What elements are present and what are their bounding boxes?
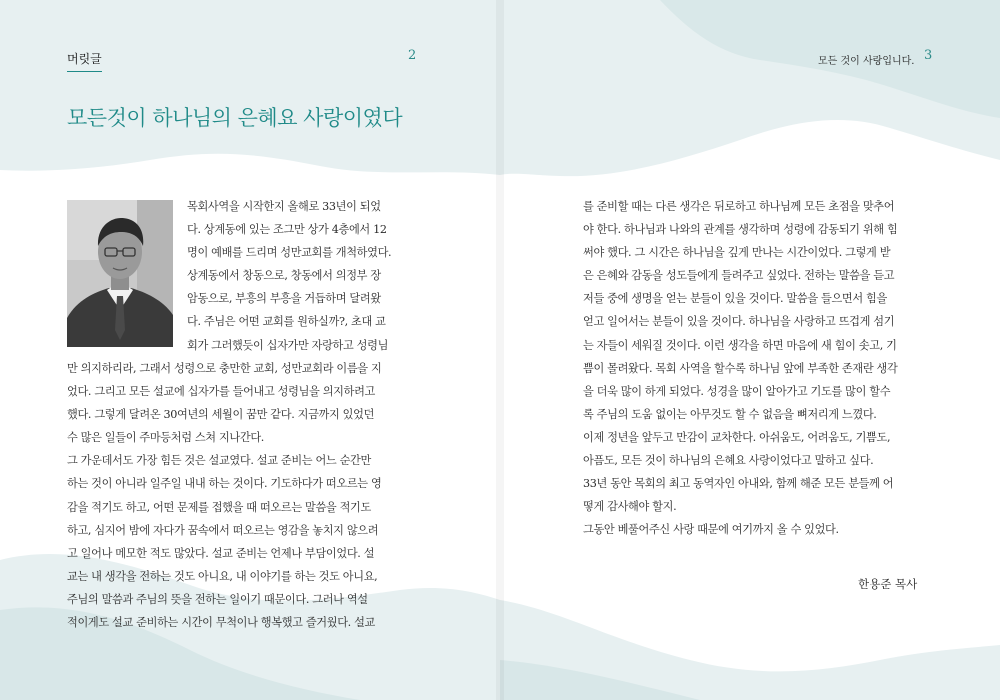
text-line: 이제 정년을 앞두고 만감이 교차한다. 아쉬움도, 어려움도, 기쁨도, xyxy=(583,430,891,444)
text-line: 써야 했다. 그 시간은 하나님을 깊게 만나는 시간이었다. 그렇게 받 xyxy=(583,246,891,260)
text-line: 록 주님의 도움 없이는 아무것도 할 수 없음을 뼈저리게 느꼈다. xyxy=(583,407,877,421)
intro-text-wrapped xyxy=(187,195,420,357)
author-photo xyxy=(67,200,173,347)
intro-text-full xyxy=(67,357,420,634)
text-line: 감을 적기도 하고, 어떤 문제를 접했을 때 떠오르는 말씀을 적기도 xyxy=(67,500,371,514)
text-line: 만 의지하리라, 그래서 성령으로 충만한 교회, 성만교회라 이름을 지 xyxy=(67,362,382,375)
text-line: 교는 내 생각을 전하는 것도 아니요, 내 이야기를 하는 것도 아니요, xyxy=(67,569,378,583)
text-line: 얻고 일어서는 분들이 있을 것이다. 하나님을 사랑하고 뜨겁게 섬기 xyxy=(583,315,895,329)
text-line: 아픔도, 모든 것이 하나님의 은혜요 사랑이었다고 말하고 싶다. xyxy=(583,454,874,468)
text-line: 저들 중에 생명을 얻는 분들이 있을 것이다. 말씀을 들으면서 힘을 xyxy=(583,292,887,306)
text-line: 쁨이 몰려왔다. 목회 사역을 할수록 하나님 앞에 부족한 존재란 생각 xyxy=(583,361,898,375)
text-line: 주님의 말씀과 주님의 뜻을 전하는 일이기 때문이다. 그러나 역설 xyxy=(67,592,368,606)
text-line: 상계동에서 창동으로, 창동에서 의정부 장 xyxy=(187,269,381,283)
author-signature: 한용준 목사 xyxy=(858,577,918,591)
running-head: 모든 것이 사랑입니다. xyxy=(818,56,915,67)
text-line: 을 더욱 많이 하게 되었다. 성경을 많이 알아가고 기도를 많이 할수 xyxy=(583,384,891,398)
text-line: 하고, 심지어 밤에 자다가 꿈속에서 떠오르는 영감을 놓치지 않으려 xyxy=(67,523,379,537)
continued-text xyxy=(583,195,938,541)
text-line: 그 가운데서도 가장 힘든 것은 설교였다. 설교 준비는 어느 순간만 xyxy=(67,454,371,468)
text-line: 암동으로, 부흥의 부흥을 거듭하며 달려왔 xyxy=(187,292,381,306)
text-line: 그동안 베풀어주신 사랑 때문에 여기까지 올 수 있었다. xyxy=(583,523,839,537)
text-line: 수 많은 일들이 주마등처럼 스쳐 지나간다. xyxy=(67,431,265,445)
text-line: 목회사역을 시작한지 올해로 33년이 되었 xyxy=(187,200,381,213)
text-line: 를 준비할 때는 다른 생각은 뒤로하고 하나님께 모든 초점을 맞추어 xyxy=(583,200,895,213)
text-line: 고 일어나 메모한 적도 많았다. 설교 준비는 언제나 부담이었다. 설 xyxy=(67,546,375,560)
section-label: 머릿글 xyxy=(67,50,102,72)
text-line: 명이 예배를 드리며 성만교회를 개척하였다. xyxy=(187,246,392,260)
text-line: 은 은혜와 감동을 성도들에게 들려주고 싶었다. 전하는 말씀을 듣고 xyxy=(583,269,895,283)
page-title: 모든것이 하나님의 은혜요 사랑이였다 xyxy=(67,106,403,130)
text-line: 었다. 그리고 모든 설교에 십자가를 들어내고 성령님을 의지하려고 xyxy=(67,385,375,399)
text-line: 는 자들이 세워질 것이다. 이런 생각을 하면 마음에 새 힘이 솟고, 기 xyxy=(583,338,897,352)
text-line: 다. 상계동에 있는 조그만 상가 4층에서 12 xyxy=(187,223,387,237)
text-line: 회가 그러했듯이 십자가만 자랑하고 성령님 xyxy=(187,338,389,352)
text-line: 다. 주님은 어떤 교회를 원하실까?, 초대 교 xyxy=(187,315,386,329)
text-line: 했다. 그렇게 달려온 30여년의 세월이 꿈만 같다. 지금까지 있었던 xyxy=(67,408,375,422)
page-number-left: 2 xyxy=(408,48,417,63)
text-line: 33년 동안 목회의 최고 동역자인 아내와, 함께 해준 모든 분들께 어 xyxy=(583,477,894,491)
page-number-right: 3 xyxy=(924,48,933,63)
text-line: 야 한다. 하나님과 나와의 관계를 생각하며 성령에 감동되기 위해 힘 xyxy=(583,223,898,237)
text-line: 떻게 감사해야 할지. xyxy=(583,500,677,514)
text-line: 하는 것이 아니라 일주일 내내 하는 것이다. 기도하다가 떠오르는 영 xyxy=(67,477,382,491)
text-line: 적이게도 설교 준비하는 시간이 무척이나 행복했고 즐거웠다. 설교 xyxy=(67,616,375,630)
